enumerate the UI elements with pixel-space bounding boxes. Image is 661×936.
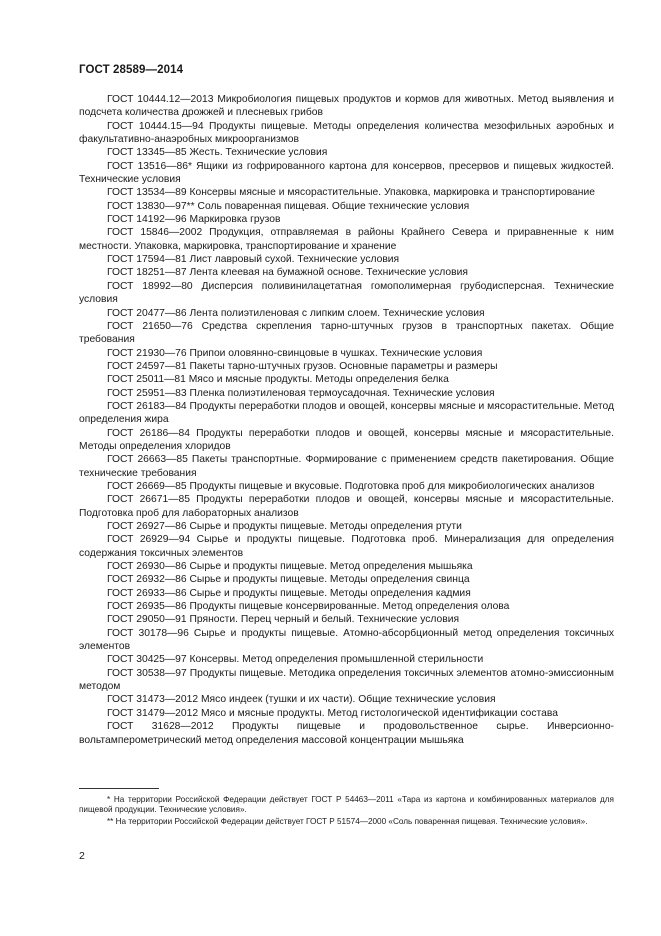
reference-entry: ГОСТ 24597—81 Пакеты тарно-штучных грузов. Основные параметры и размеры — [107, 360, 498, 372]
reference-entry: ГОСТ 18251—87 Лента клеевая на бумажной основе. Технические условия — [107, 267, 468, 279]
reference-entry: ГОСТ 17594—81 Лист лавровый сухой. Технические условия — [107, 254, 400, 266]
reference-entry: ГОСТ 13345—85 Жесть. Технические условия — [107, 147, 328, 159]
footnote: * На территории Российской Федерации действует ГОСТ Р 54463—2011 «Тара из картона и комбинированных материалов для пищевой продукции. Технические условия». — [79, 795, 614, 815]
reference-entry: ГОСТ 14192—96 Маркировка грузов — [107, 214, 281, 226]
reference-entry: ГОСТ 26935—86 Продукты пищевые консервированные. Метод определения олова — [107, 601, 510, 613]
reference-entry: ГОСТ 10444.12—2013 Микробиология пищевых продуктов и кормов для животных. Метод выявления и подсчета количества дрожжей и плесневых грибов — [79, 94, 614, 119]
reference-entry: ГОСТ 31473—2012 Мясо индеек (тушки и их части). Общие технические условия — [107, 694, 496, 706]
footnote-divider — [79, 788, 159, 789]
reference-entry: ГОСТ 13516—86* Ящики из гофрированного картона для консервов, пресервов и пищевых жидкостей. Технические условия — [79, 160, 614, 186]
reference-entry: ГОСТ 18992—80 Дисперсия поливинилацетатная гомополимерная грубодисперсная. Технические условия — [79, 280, 614, 306]
reference-entry: ГОСТ 26932—86 Сырье и продукты пищевые. Методы определения свинца — [107, 574, 470, 586]
reference-entry: ГОСТ 25951—83 Пленка полиэтиленовая термоусадочная. Технические условия — [107, 387, 495, 399]
reference-entry: ГОСТ 30178—96 Сырье и продукты пищевые. Атомно-абсорбционный метод определения токсичных элементов — [79, 627, 614, 653]
reference-entry: ГОСТ 10444.15—94 Продукты пищевые. Методы определения количества мезофильных аэробных и факультативно-анаэробных микроорганизмов — [79, 120, 614, 146]
reference-entry: ГОСТ 26663—85 Пакеты транспортные. Формирование с применением средств пакетирования. Общие технические требования — [79, 454, 614, 479]
page-number: 2 — [79, 850, 85, 862]
reference-entry: ГОСТ 13830—97** Соль поваренная пищевая. Общие технические условия — [107, 200, 470, 212]
reference-entry: ГОСТ 30538—97 Продукты пищевые. Методика определения токсичных элементов атомно-эмиссионным методом — [79, 667, 614, 693]
reference-entry: ГОСТ 31628—2012 Продукты пищевые и продовольственное сырье. Инверсионно-вольтамперометрический метод определения массовой концентрации мышьяка — [79, 721, 614, 746]
reference-entry: ГОСТ 26183—84 Продукты переработки плодов и овощей, консервы мясные и мясорастительные. Метод определения жира — [79, 400, 614, 426]
reference-entry: ГОСТ 26669—85 Продукты пищевые и вкусовые. Подготовка проб для микробиологических анализов — [107, 480, 595, 492]
footnote: ** На территории Российской Федерации действует ГОСТ Р 51574—2000 «Соль поваренная пищевая. Технические условия». — [107, 816, 588, 826]
reference-entry: ГОСТ 26927—86 Сырье и продукты пищевые. Методы определения ртути — [107, 521, 462, 532]
reference-entry: ГОСТ 26186—84 Продукты переработки плодов и овощей, консервы мясные и мясорастительные. Методы определения хлоридов — [79, 427, 614, 452]
reference-entry: ГОСТ 30425—97 Консервы. Метод определения промышленной стерильности — [107, 654, 484, 666]
footnotes — [79, 788, 614, 828]
reference-entry: ГОСТ 26930—86 Сырье и продукты пищевые. Метод определения мышьяка — [107, 561, 473, 573]
reference-entry: ГОСТ 26671—85 Продукты переработки плодов и овощей, консервы мясные и мясорастительные. Подготовка проб для лабораторных анализов — [79, 494, 614, 519]
reference-entry: ГОСТ 26929—94 Сырье и продукты пищевые. Подготовка проб. Минерализация для определения содержания токсичных элементов — [79, 534, 614, 559]
reference-entry: ГОСТ 13534—89 Консервы мясные и мясорастительные. Упаковка, маркировка и транспортирование — [107, 187, 595, 199]
reference-entry: ГОСТ 31479—2012 Мясо и мясные продукты. Метод гистологической идентификации состава — [107, 707, 558, 719]
reference-entry: ГОСТ 15846—2002 Продукция, отправляемая в районы Крайнего Севера и приравненные к ним местности. Упаковка, маркировка, транспортирование и хранение — [79, 227, 614, 252]
reference-entry: ГОСТ 25011—81 Мясо и мясные продукты. Методы определения белка — [107, 374, 449, 386]
normative-references-list — [79, 93, 614, 747]
reference-entry: ГОСТ 20477—86 Лента полиэтиленовая с липким слоем. Технические условия — [107, 307, 485, 319]
document-header: ГОСТ 28589—2014 — [79, 64, 184, 76]
reference-entry: ГОСТ 26933—86 Сырье и продукты пищевые. Методы определения кадмия — [107, 587, 471, 599]
reference-entry: ГОСТ 21930—76 Припои оловянно-свинцовые в чушках. Технические условия — [107, 347, 483, 359]
reference-entry: ГОСТ 29050—91 Пряности. Перец черный и белый. Технические условия — [107, 614, 460, 626]
reference-entry: ГОСТ 21650—76 Средства скрепления тарно-штучных грузов в транспортных пакетах. Общие требования — [79, 320, 614, 346]
